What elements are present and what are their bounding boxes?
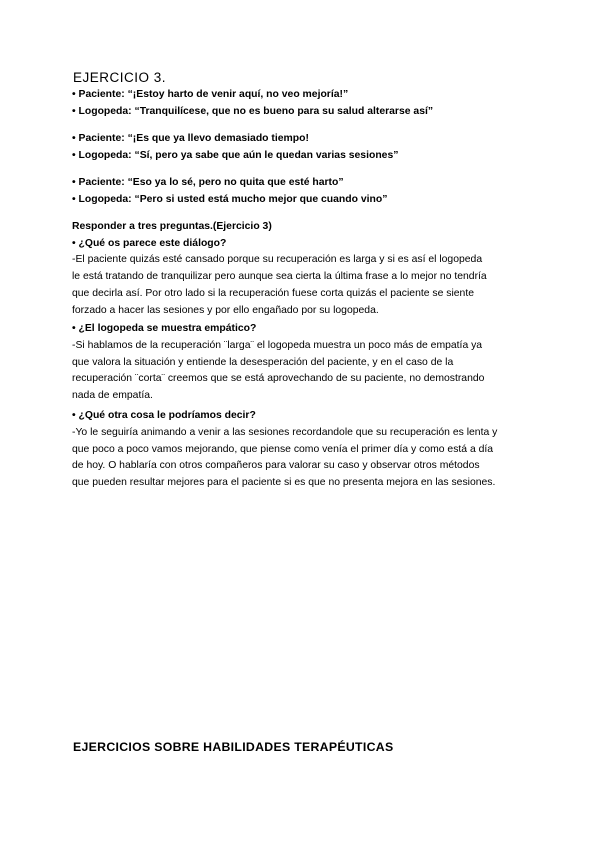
dialogue-group-1 [72,87,542,120]
dialogue-line: • Logopeda: “Pero si usted está mucho mejor que cuando vino” [72,193,388,205]
answer-3-line: que pueden resultar mejores para el paciente si es que no presenta mejora en las sesiones. [72,477,496,489]
answer-2-line: -Si hablamos de la recuperación ¨larga¨ el logopeda muestra un poco más de empatía ya [72,339,483,351]
answer-2-line: que valora la situación y entiende la desesperación del paciente, y en el caso de la [72,356,454,368]
answer-3-line: de hoy. O hablaría con otros compañeros para valorar su caso y observar otros métodos [72,460,480,472]
dialogue-line: • Logopeda: “Tranquilícese, que no es bueno para su salud alterarse así” [72,105,434,117]
answer-1-line: forzado a hacer las sesiones y por ello engañado por su logopeda. [72,304,379,316]
answers-section [72,219,542,320]
answer-1-line: que decirla así. Por otro lado si la recuperación fuese corta quizás el paciente se siente [72,288,475,299]
question-1: • ¿Qué os parece este diálogo? [72,237,227,249]
answer-2-line: recuperación ¨corta¨ creemos que se está aprovechando de su paciente, no demostrando [72,373,485,385]
question-2-section [72,321,542,405]
question-2: • ¿El logopeda se muestra empático? [72,323,257,334]
question-3-section [72,408,542,492]
dialogue-line: • Paciente: “¡Estoy harto de venir aquí, no veo mejoría!” [72,89,349,100]
dialogue-group-3 [72,175,542,208]
exercise-heading: EJERCICIO 3. [73,70,167,85]
answer-1-line: -El paciente quizás esté cansado porque su recuperación es larga y si es así el logopeda [72,254,483,266]
answers-intro: Responder a tres preguntas.(Ejercicio 3) [72,221,272,232]
dialogue-line: • Logopeda: “Sí, pero ya sabe que aún le quedan varias sesiones” [72,149,399,161]
dialogue-group-2 [72,131,542,164]
answer-3-line: que poco a poco vamos mejorando, que piense como venía el primer día y como está a día [72,443,494,455]
section-heading-therapeutic-skills: EJERCICIOS SOBRE HABILIDADES TERAPÉUTICAS [73,740,394,754]
dialogue-line: • Paciente: “¡Es que ya llevo demasiado tiempo! [72,133,309,144]
dialogue-line: • Paciente: “Eso ya lo sé, pero no quita que esté harto” [72,177,344,188]
answer-3-line: -Yo le seguiría animando a venir a las sesiones recordandole que su recuperación es lenta y [72,426,498,438]
answer-1-line: le está tratando de tranquilizar pero aunque sea cierta la última frase a lo mejor no tendría [72,271,487,283]
answer-2-line: nada de empatía. [72,390,153,402]
question-3: • ¿Qué otra cosa le podríamos decir? [72,410,256,421]
